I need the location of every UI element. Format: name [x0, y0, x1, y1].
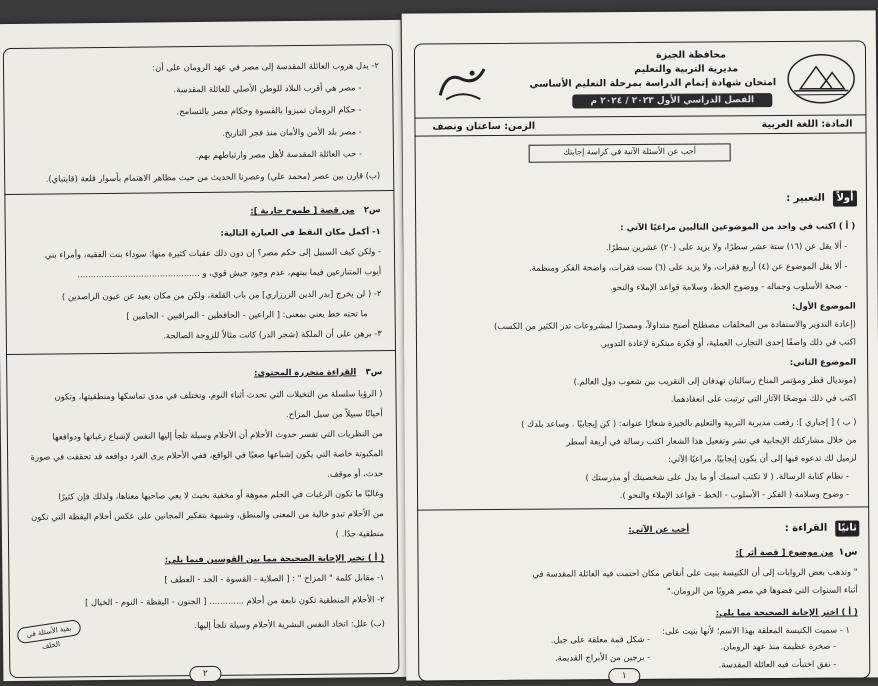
q1-option-2: - شكل قمة معلقة على جبل. — [551, 634, 650, 646]
section-2-title: القراءة : — [785, 523, 828, 534]
s3-passage-2: أحيانًا سبيلاً من سبل المزاح. — [286, 408, 383, 420]
calligraphy-emblem-icon — [432, 61, 492, 107]
s3-b: (ب) علل: اتخاذ النفس البشرية الأحلام وسيلة تلجأ إليها. — [194, 618, 385, 631]
section-1-badge: أولاً — [833, 190, 857, 206]
s3-passage-3: من النظريات التي تفسر حدوث الأحلام أن الأحلام وسيلة تلجأ إليها النفس لإشباع رغباتها ودوافعها — [52, 428, 383, 442]
s3-passage-8: منطقية جدًا. ) — [336, 528, 384, 540]
s1-b-line-2: من خلال مشاركتك الإيجابية في نشر وتفعيل هذا الشعار اكتب رسالة في أربعة أسطر — [566, 434, 857, 447]
s3-passage-6: وغالبًا ما تكون الرغبات في الحلم مموهة أو مخفية بحيث لا يعي صاحبها معناها، ولذلك فإن كثيرًا — [58, 488, 383, 502]
s2-title: من قصة [ طموح جارية ]: — [250, 204, 354, 216]
s1-b-bullet-1: - نظام كتابة الرسالة. ( لا تكتب اسمك أو ما يدل على شخصيتك أو مدرستك ) — [585, 471, 849, 484]
q2-option-2: - حكام الرومان تميزوا بالقسوة وحكام مصر بالتسامح. — [176, 104, 361, 117]
s1-b-line-3: لزميل لك تدعوه فيها إلى أن يكون إيجابيًا، مراعيًا الآتي: — [668, 452, 857, 464]
q2-b: (ب) قارن بين عصر (محمد علي) وعصرنا الحديث من حيث مظاهر الاهتمام بأسوار قلعة (قايتباي). — [46, 170, 381, 185]
q1-a-title: ( أ ) اختر الإجابة الصحيحة مما يلي: — [716, 606, 858, 618]
s2-q2: ٢- ( لن يخرج [بدر الدين الزرزاري] من باب القلعة، ولكن من مكان بعيد عن عيون الراصدين ) — [62, 288, 382, 302]
topic-1-line-1: (إعادة التدوير والاستفادة من المخلفات مصطلح أصبح متداولاً، ومصدرًا لمشروعات تدر الكثير من الكسب) — [494, 318, 856, 332]
left-exam-page — [0, 20, 407, 681]
q1-label: س١ — [838, 546, 857, 557]
q1-option-3: - نفق اختبأت فيه العائلة المقدسة. — [719, 659, 837, 671]
s2-q2-options: ما تحته خط يعني بمعنى: [ الراعين - الحافظين - المراقبين - الحامين ] — [126, 308, 367, 322]
header-exam: امتحان شهادة إتمام الدراسة بمرحلة التعليم الأساسي — [529, 77, 776, 90]
q2-option-1: - مصر هي أقرب البلاد للوطن الأصلي للعائلة المقدسة. — [173, 82, 361, 95]
s3-passage-5: حدث، أو موقف. — [327, 468, 383, 480]
instruction-box: أجب عن الأسئلة الآتية في كراسة إجابتك — [529, 143, 731, 162]
section-1-title: التعبير : — [786, 193, 825, 204]
topic-1-line-2: اكتب في ذلك واصفًا إحدى التجارب العملية، أو فكرة مبتكرة لإعادة التدوير. — [600, 336, 856, 349]
s2-q1-line-b: أيوب المتنازعين فيما بينهم، عدم وجود جيش قوي، و .............................................. — [77, 266, 381, 280]
subject: المادة: اللغة العربية — [762, 119, 853, 131]
q2-stem: ٢- يدل هروب العائلة المقدسة إلى مصر في عهد الرومان على أن: — [152, 60, 379, 73]
s3-label: س٣ — [365, 366, 382, 377]
q2-option-4: - حب العائلة المقدسة لأهل مصر وارتباطهم بهم. — [196, 148, 362, 161]
q1-option-4: - برجين من الأبراج القديمة. — [555, 652, 650, 664]
s2-q1-line-a: - ولكن كيف السبيل إلى حكم مصر؟ إن دون ذلك عقبات كثيرة منها: سوداء بنت الفقيه، وأمراء بني — [45, 246, 381, 261]
q1-passage-2: أثناء السنوات التي قضوها في مصر هروبًا من الرومان." — [667, 584, 858, 596]
pyramids-logo-icon — [786, 52, 856, 104]
topic-1-label: الموضوع الأول: — [792, 301, 856, 312]
header-directorate: مديرية التربية والتعليم — [634, 63, 738, 75]
s1-b-line-1: ( ب ) [ إجباري ]: رفعت مديرية التربية والتعليم بالجيزة شعارًا عنوانه: ( كن إيجابيًا . وساعد بلدك ) — [521, 416, 856, 429]
s2-q3: ٣- برهن على أن الملكة (شجر الدر) كانت مثالاً للزوجة الصالحة. — [163, 328, 382, 341]
header-term: الفصل الدراسي الأول ٢٠٢٣ / ٢٠٢٤ م — [572, 93, 772, 108]
s3-a-title: ( أ ) تخير الإجابة الصحيحة مما بين القوسين فيما يلي: — [165, 552, 385, 565]
q2-option-3: - مصر بلد الأمن والأمان منذ فجر التاريخ. — [222, 126, 362, 138]
s3-a-1: ١- مقابل كلمة " المزاح " : [ الصلاية - القسوة - الجد - العطف ] — [164, 572, 384, 585]
q1-title: من موضوع [ قصة أثر ]: — [736, 547, 834, 559]
s3-passage-7: من الأحلام تبدو خالية من المعنى والمنطق، وشبيهة بتفكير المجانين على عكس أحلام اليقظة التي تكون — [31, 508, 384, 523]
topic-2-line-1: (مونديال قطر ومؤتمر المناخ رسالتان تهدفان إلى التقريب بين شعوب دول العالم.) — [574, 374, 857, 387]
q1-a-1: ١ - سميت الكنيسة المعلقة بهذا الاسم؛ لأنها بنيت على: — [662, 625, 850, 637]
topic-2-label: الموضوع الثاني: — [790, 356, 856, 367]
continue-note: بقية الأسئلة في الخلف — [16, 619, 82, 644]
s1-b-bullet-2: - وضوح وسلامة ( الفكر - الأسلوب - الخط - قواعد الإملاء والنحو ). — [620, 489, 849, 502]
q1-option-1: - صخرة عظيمة منذ عهد الرومان. — [720, 641, 836, 653]
s1-a-b2: - ألا يقل الموضوع عن (٤) أربع فقرات، ولا يزيد على (٦) ست فقرات، واضحة الفكر ومنظمة. — [529, 261, 848, 274]
exam-time: الزمن: ساعتان ونصف — [432, 121, 535, 133]
right-exam-page — [402, 10, 878, 680]
page-number: ٢ — [189, 666, 221, 682]
s2-q1: ١- أكمل مكان النقط في العبارة التالية: — [220, 226, 380, 239]
page-number: ١ — [608, 668, 640, 684]
s1-a-title: ( أ ) اكتب في واحد من الموضوعين التاليين مراعيًا الآتي : — [620, 221, 855, 234]
s3-passage-1: ( الرؤيا سلسلة من التخيلات التي تحدث أثناء النوم، وتختلف في مدى تماسكها ومنطقيتها، وتكون — [54, 388, 382, 402]
q1-passage-1: " وتذهب بعض الروايات إلى أن الكنيسة بنيت على أنقاض مكان احتمت فيه العائلة المقدسة في — [532, 566, 857, 579]
section-2-badge: ثانيًا — [835, 520, 859, 536]
header-gov: محافظة الجيزة — [656, 49, 726, 60]
s2-label: س٢ — [364, 204, 381, 215]
s1-a-b3: - صحة الأسلوب وجماله - ووضوح الخط، وسلامة قواعد الإملاء والنحو. — [610, 281, 848, 294]
s3-title: القراءة متحررة المحتوى: — [254, 366, 356, 378]
s1-a-b1: - ألا يقل عن (١٦) ستة عشر سطرًا، ولا يزيد على (٢٠) عشرين سطرًا. — [606, 241, 847, 254]
s3-a-2: ٢- الأحلام المنطقية تكون نابعة من أحلام ............. [ الجنون - اليقظة - النوم - الخيال ] — [85, 594, 385, 608]
s3-passage-4: المكبوتة خاصة التي يكون إشباعها صعبًا في الواقع، ففي الأحلام يرى الفرد دوافعه قد تحققت في صورة — [31, 448, 384, 463]
topic-2-line-2: اكتب في ذلك موضحًا الآثار التي ترتبت على انعقادهما. — [671, 392, 857, 404]
answer-following: أجب عن الآتي: — [628, 524, 689, 535]
